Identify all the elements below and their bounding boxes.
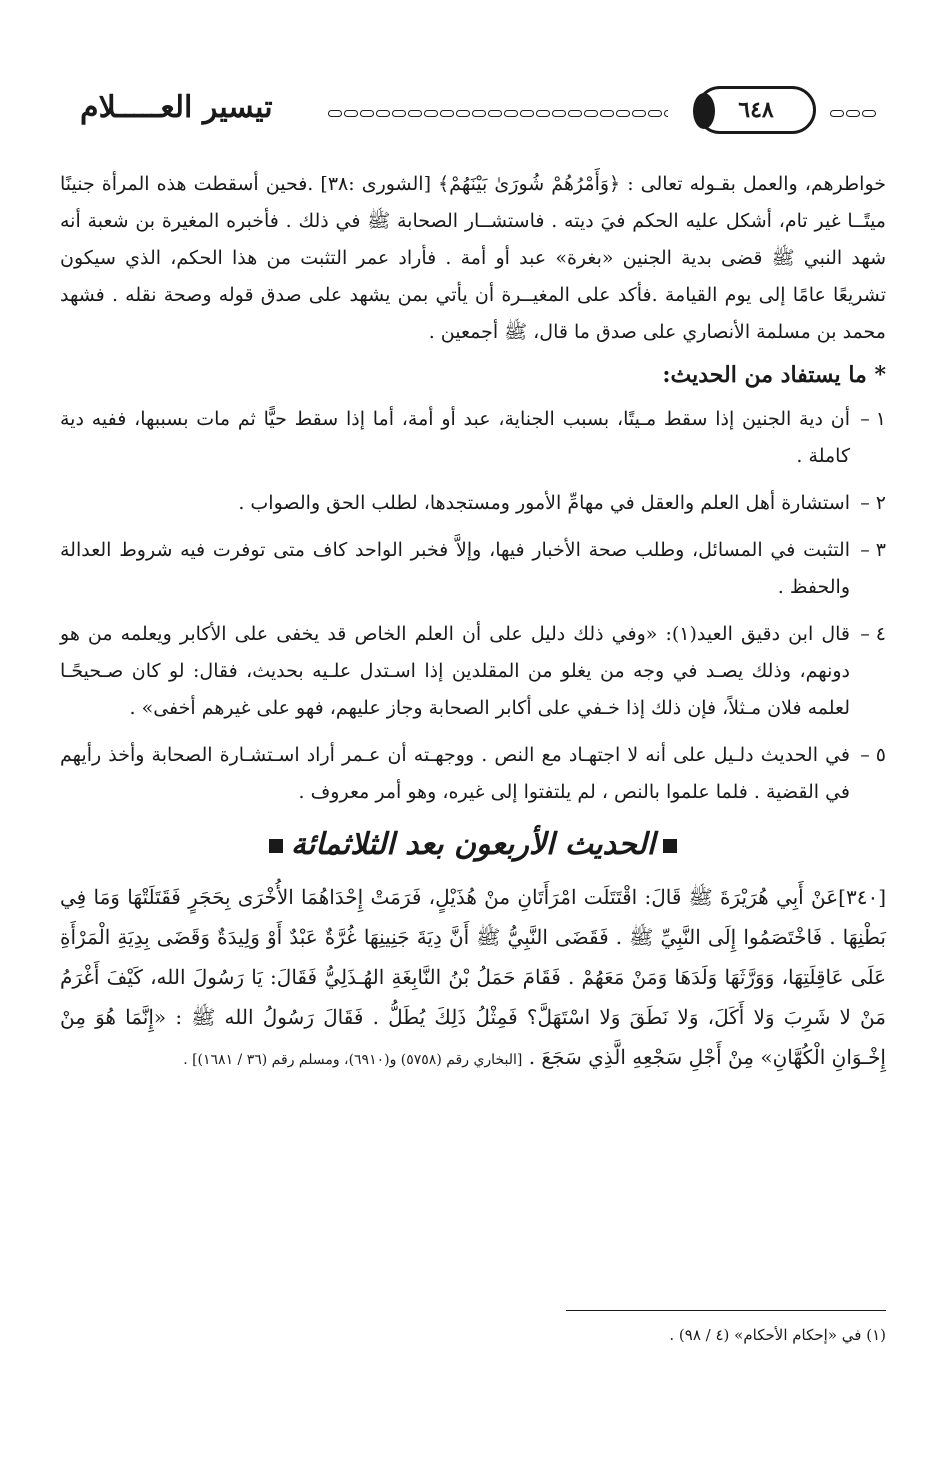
book-page xyxy=(60,0,886,1462)
hadith-heading xyxy=(60,821,886,869)
intro-paragraph: خواطرهم، والعمل بقـوله تعالى : ﴿وَأَمْرُهُمْ شُورَىٰ بَيْنَهُمْ﴾ [الشورى :٣٨] .فحين أسقطت هذه المرأة جنينًا ميتًــا غير تام، أشكل عليه الحكم فيَ ديته . فاستشــار الصحابة ﷺ في ذلك . فأخبره المغيرة بن شعبة أنه شهد النبي ﷺ قضى بدية الجنين «بغرة» عبد أو أمة . فأراد عمر التثبت من هذا الحكم، الذي سيكون تشريعًا عامًا إلى يوم القيامة .فأكد على المغيــرة أن يأتي بمن يشهد على صدق قوله وصحة نقله . فشهد محمد بن مسلمة الأنصاري على صدق ما قال، ﷺ أجمعين . xyxy=(60,173,887,343)
page-number-badge xyxy=(696,86,816,134)
page-content xyxy=(60,166,886,1080)
benefit-number: ٣ – xyxy=(860,539,886,561)
benefit-item xyxy=(60,485,886,522)
hadith-source: [البخاري رقم (٥٧٥٨) و(٦٩١٠)، ومسلم رقم (٣٦ / ١٦٨١)] . xyxy=(183,1052,523,1068)
square-ornament-icon xyxy=(663,839,677,853)
page-header xyxy=(60,86,886,146)
benefits-heading: * ما يستفاد من الحديث: xyxy=(662,362,886,388)
benefit-item xyxy=(60,401,886,475)
benefit-text: التثبت في المسائل، وطلب صحة الأخبار فيها، وإلاَّ فخبر الواحد كاف متى توفرت فيه شروط العدالة والحفظ . xyxy=(60,539,850,598)
book-title: تيسير العـــــلام xyxy=(80,90,273,125)
benefit-item xyxy=(60,737,886,811)
benefit-text: أن دية الجنين إذا سقط مـيتًا، بسبب الجناية، عبد أو أمة، أما إذا سقط حيًّا ثم مات بسببها، ففيه دية كاملة . xyxy=(60,408,850,467)
header-ornament-short xyxy=(830,110,878,120)
benefit-text: قال ابن دقيق العيد(١): «وفي ذلك دليل على أن العلم الخاص قد يخفى على الأكابر ويعلمه من هو دونهم، وذلك يصـد في وجه من يغلو من المقلدين إذا اسـتدل علـيه بحديث، فقال: لو كان صـحيحًـا لعلمه فلان مـثلاً، فإن ذلك إذا خـفي على أكابر الصحابة وجاز عليهم، فهو على غيرهم أخفى» . xyxy=(60,623,850,719)
square-ornament-icon xyxy=(269,839,283,853)
footnote: (١) في «إحكام الأحكام» (٤ / ٩٨) . xyxy=(669,1326,886,1344)
hadith-text-block xyxy=(60,877,886,1080)
hadith-text: [٣٤٠]عَنْ أَبِي هُرَيْرَةَ ﷺ قَالَ: اقْتَتَلَت امْرَأَتَانِ منْ هُذَيْلٍ، فَرَمَتْ إِحْدَاهُمَا الأُخْرَى بِحَجَرٍ فَقَتَلَتْهَا وَمَا فِي بَطْنِهَا . فَاخْتَصَمُوا إِلَى النَّبِيِّ ﷺ . فَقَضَى النَّبِيُّ ﷺ أَنَّ دِيَةَ جَنِينِهَا غُرَّةٌ عَبْدٌ أَوْ وَلِيدَةٌ وَقَضَى بِدِيَةِ الْمَرْأَةِ عَلَى عَاقِلَتِهَا، وَوَرَّثَهَا وَلَدَهَا وَمَنْ مَعَهُمْ . فَقَامَ حَمَلُ بْنُ النَّابِغَةِ الهُـذَلِيُّ فَقَالَ: يَا رَسُولَ الله، كَيْفَ أَغْرَمُ مَنْ لا شَرِبَ وَلا أَكَلَ، وَلا نَطَقَ وَلا اسْتَهَلَّ؟ فَمِثْلُ ذَلِكَ يُطَلُّ . فَقَالَ رَسُولُ الله ﷺ : «إِنَّمَا هُوَ مِنْ إِخْـوَانِ الْكُهَّانِ» مِنْ أَجْلِ سَجْعِهِ الَّذِي سَجَعَ . xyxy=(60,885,886,1069)
benefit-number: ٥ – xyxy=(860,744,886,766)
header-ornament-chain xyxy=(328,110,668,120)
benefit-item xyxy=(60,616,886,727)
footnote-divider xyxy=(566,1310,886,1311)
benefit-item xyxy=(60,532,886,606)
hadith-heading-text: الحديث الأربعون بعد الثلاثمائة xyxy=(290,827,656,862)
benefit-number: ٢ – xyxy=(860,492,886,514)
page-number: ٦٤٨ xyxy=(738,97,774,123)
benefit-number: ١ – xyxy=(860,408,886,430)
benefit-text: في الحديث دلـيل على أنه لا اجتهـاد مع النص . ووجهـته أن عـمر أراد اسـتشـارة الصحابة وأخذ رأيهم في القضية . فلما علموا بالنص ، لم يلتفتوا إلى غيره، وهو أمر معروف . xyxy=(60,744,850,803)
benefit-number: ٤ – xyxy=(860,623,886,645)
benefit-text: استشارة أهل العلم والعقل في مهامِّ الأمور ومستجدها، لطلب الحق والصواب . xyxy=(238,492,850,514)
